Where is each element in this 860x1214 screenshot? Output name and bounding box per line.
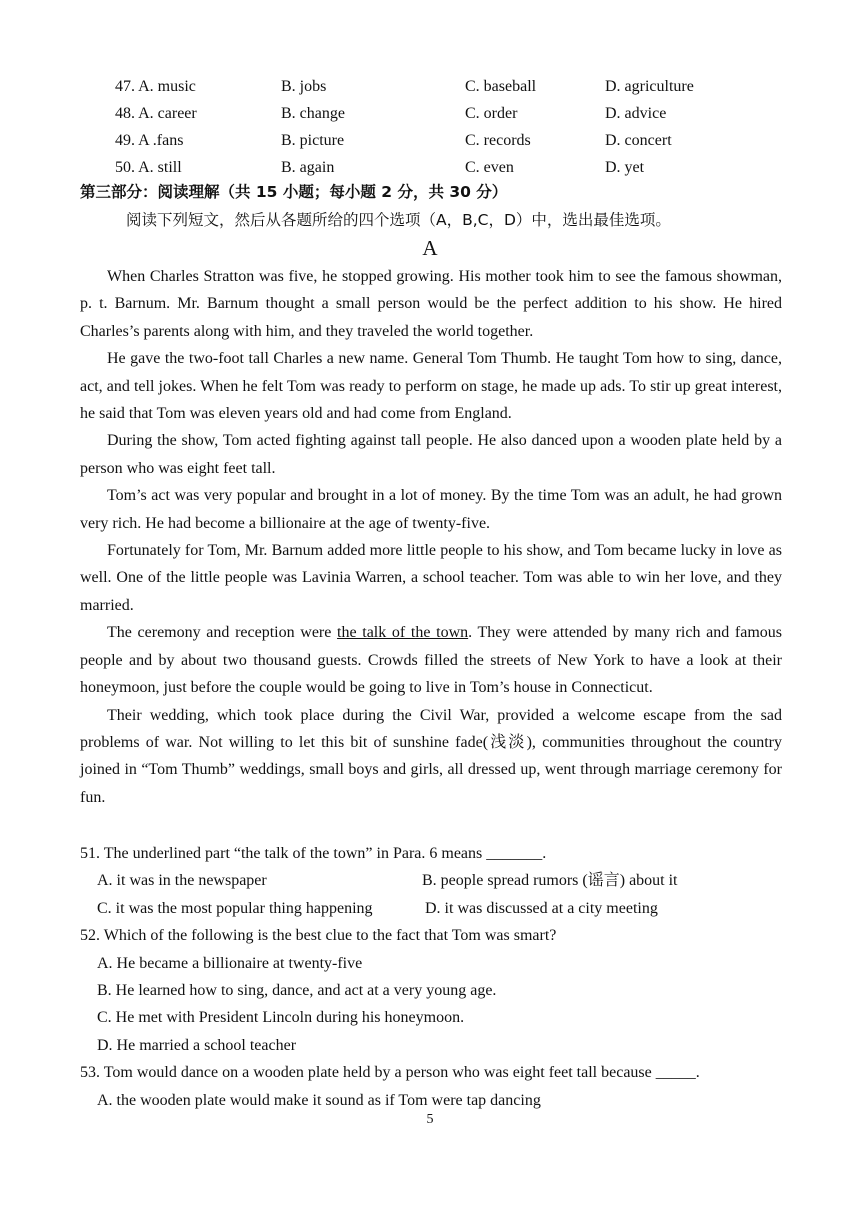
question-52-option-a (80, 950, 800, 977)
question-51-option-d: D. it was discussed at a city meeting (425, 899, 658, 917)
cloze-option-row-49 (115, 127, 815, 154)
question-52-option-b (80, 977, 800, 1004)
question-51-options-row-2 (80, 895, 800, 922)
paragraph-4: Tom’s act was very popular and brought in a lot of money. By the time Tom was an adult, he had grown very rich. He had become a billionaire at the age of twenty-five. (80, 487, 782, 532)
cloze-option-row-47 (115, 73, 815, 100)
question-51-options-row-1 (80, 867, 800, 894)
option-c: C. baseball (465, 78, 537, 95)
cloze-option-row-48 (115, 100, 815, 127)
question-52-option-c (80, 1004, 800, 1031)
option-a: 47. A. music (115, 78, 196, 95)
option-text: B. He learned how to sing, dance, and act at a very young age. (97, 981, 497, 999)
question-53-option-a (80, 1087, 800, 1114)
underlined-phrase: the talk of the town (337, 624, 469, 642)
option-text: A. He became a billionaire at twenty-five (97, 954, 363, 972)
section-heading: 第三部分：阅读理解（共 15 小题；每小题 2 分，共 30 分） (80, 183, 508, 201)
paragraph-6 (80, 619, 782, 701)
option-b: B. again (281, 159, 335, 176)
option-c: C. records (465, 132, 531, 149)
paragraph-5: Fortunately for Tom, Mr. Barnum added more little people to his show, and Tom became lucky in love as well. One of the little people was Lavinia Warren, a school teacher. Tom was able to win her love, and they married. (80, 542, 782, 614)
question-52: 52. Which of the following is the best clue to the fact that Tom was smart? (80, 927, 557, 945)
option-b: B. change (281, 105, 345, 122)
cloze-option-row-50 (115, 154, 815, 181)
option-a: 49. A .fans (115, 132, 184, 149)
paragraph-3: During the show, Tom acted fighting against tall people. He also danced upon a wooden plate held by a person who was eight feet tall. (80, 432, 782, 477)
option-c: C. even (465, 159, 514, 176)
passage-label: A (422, 236, 438, 260)
option-a: 50. A. still (115, 159, 182, 176)
option-d: D. advice (605, 105, 667, 122)
option-d: D. concert (605, 132, 672, 149)
paragraph-1: When Charles Stratton was five, he stopped growing. His mother took him to see the famous showman, p. t. Barnum. Mr. Barnum thought a small person would be the perfect addition to his show. He hired Charles’s parents along with him, and they traveled the world together. (80, 268, 782, 340)
option-text: A. the wooden plate would make it sound as if Tom were tap dancing (97, 1091, 541, 1109)
question-list (80, 840, 800, 1114)
question-53: 53. Tom would dance on a wooden plate held by a person who was eight feet tall because _____. (80, 1064, 700, 1082)
option-text: C. He met with President Lincoln during his honeymoon. (97, 1009, 465, 1027)
reading-passage (80, 263, 782, 811)
paragraph-6-end: . They were attended by many rich and famous people and by about two thousand guests. Crowds filled the streets of New York to have a look at their honeymoon, just before the couple would be going to live in Tom’s house in Connecticut. (80, 624, 783, 697)
question-51-option-b: B. people spread rumors (谣言) about it (422, 872, 678, 890)
option-d: D. yet (605, 159, 645, 176)
option-c: C. order (465, 105, 518, 122)
question-51: 51. The underlined part “the talk of the town” in Para. 6 means _______. (80, 845, 547, 862)
option-b: B. jobs (281, 78, 327, 95)
paragraph-7: Their wedding, which took place during the Civil War, provided a welcome escape from the sad problems of war. Not willing to let this bit of sunshine fade(浅淡), communities throughout the country joined in “Tom Thumb” weddings, small boys and girls, all dressed up, went through marriage ceremony for fun. (80, 706, 782, 806)
question-51-option-a: A. it was in the newspaper (97, 872, 267, 890)
question-52-option-d (80, 1032, 800, 1059)
option-text: D. He married a school teacher (97, 1036, 297, 1054)
option-a: 48. A. career (115, 105, 197, 122)
page-number: 5 (426, 1112, 434, 1127)
paragraph-2: He gave the two-foot tall Charles a new name. General Tom Thumb. He taught Tom how to sing, dance, act, and tell jokes. When he felt Tom was ready to perform on stage, he made up ads. To stir up great interest, he said that Tom was eleven years old and had come from England. (80, 350, 782, 423)
option-b: B. picture (281, 132, 345, 149)
section-instruction: 阅读下列短文，然后从各题所给的四个选项（A，B,C，D）中，选出最佳选项。 (126, 211, 671, 229)
paragraph-6-start: The ceremony and reception were (107, 624, 338, 642)
question-51-option-c: C. it was the most popular thing happening (97, 899, 373, 917)
option-d: D. agriculture (605, 78, 694, 95)
